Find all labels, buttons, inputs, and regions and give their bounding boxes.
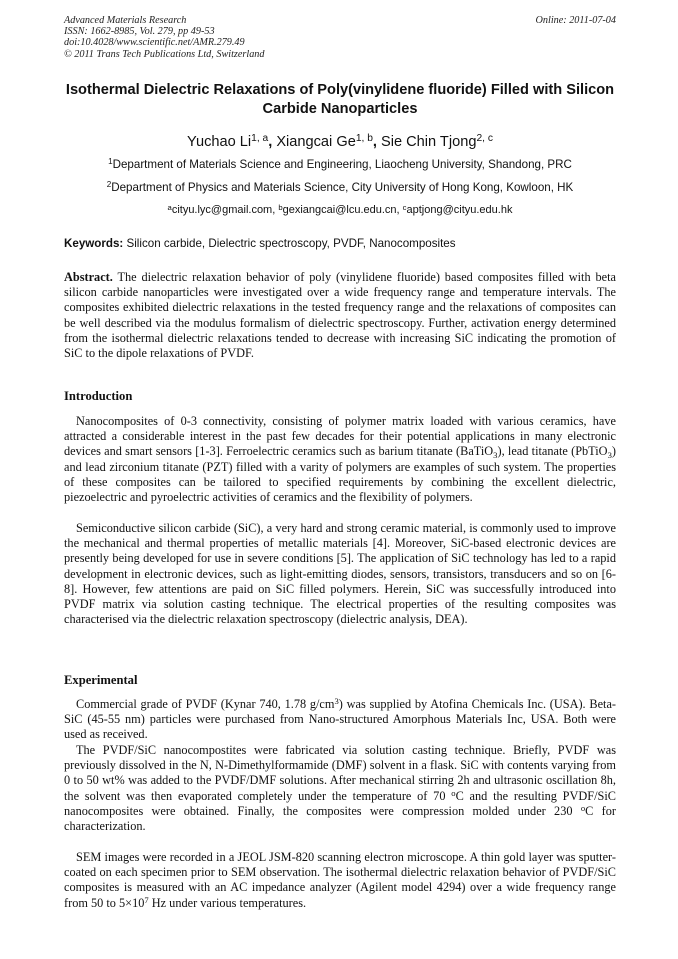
email-address[interactable]: gexiangcai@lcu.edu.cn, [282, 204, 403, 216]
email-address[interactable]: aptjong@cityu.edu.hk [406, 204, 513, 216]
intro-paragraph-2: Semiconductive silicon carbide (SiC), a very hard and strong ceramic material, is commonly used to improve the mechanical and thermal properties of metallic materials [4]. Moreover, SiC-based electronic devices are presently being developed for use in severe conditions [5]. The application of SiC technology has led to a rapid development in electronic devices, such as light-emitting diodes, sensors, transistors, transducers and so on [6-8]. However, few attentions are paid on SiC filled polymers. Herein, SiC was successfully introduced into PVDF matrix via solution casting technique. The electrical properties of the resulting composites was characterised via the dielectric relaxation spectroscopy (dielectric analysis, DEA). [64, 521, 616, 627]
affiliation-number: 1 [108, 157, 113, 167]
abstract-label: Abstract. [64, 270, 113, 284]
affiliation-text: Department of Physics and Materials Science, City University of Hong Kong, Kowloon, HK [111, 181, 574, 194]
affiliation-2 [64, 181, 616, 195]
issn-line: ISSN: 1662-8985, Vol. 279, pp 49-53 [64, 26, 215, 38]
email-address[interactable]: cityu.lyc@gmail.com, [171, 204, 279, 216]
keywords [64, 237, 616, 251]
online-date: Online: 2011-07-04 [535, 15, 616, 26]
intro-paragraph-1: Nanocomposites of 0-3 connectivity, consisting of polymer matrix loaded with various ceramics, have attracted a considerable interest in the past few decades for their potential applications in many electronic devices and smart sensors [1-3]. Ferroelectric ceramics such as barium titanate (BaTiO$_3$), lead titanate (PbTiO$_3$) and lead zirconium titanate (PZT) filled with a varity of polymers are examples of such system. The properties of these composites can be tailored to specified requirements by combining the excellent dielectric, piezoelectric and pyroelectric activities of ceramics and the flexibility of polymers. [64, 414, 616, 505]
experimental-paragraph-2: The PVDF/SiC nanocompostites were fabricated via solution casting technique. Briefly, PVDF was previously dissolved in the N, N-Dimethylformamide (DMF) solvent in a flask. SiC with contents varying from 0 to 50 wt% was added to the PVDF/DMF solutions. After mechanical stirring 2h and ultrasonic oscillation 8h, the solvent was then evaporated completely under the temperature of 70 $^o$C and the resulting PVDF/SiC nanocomposites were obtained. Finally, the composites were compression molded under 230 $^o$C for characterization. [64, 743, 616, 834]
abstract [64, 270, 616, 361]
author-affiliation-marker: 1, b [355, 133, 373, 145]
section-heading-introduction: Introduction [64, 389, 133, 403]
author-affiliation-marker: 2, c [476, 133, 493, 145]
section-heading-experimental: Experimental [64, 673, 138, 687]
keywords-text: Silicon carbide, Dielectric spectroscopy, PVDF, Nanocomposites [123, 237, 456, 250]
running-header [64, 15, 616, 60]
paper-title: Isothermal Dielectric Relaxations of Poly(vinylidene fluoride) Filled with Silicon Carbide Nanoparticles [65, 82, 615, 117]
experimental-paragraph-1: Commercial grade of PVDF (Kynar 740, 1.78 $g/cm^3$) was supplied by Atofina Chemicals Inc. (USA). Beta-SiC (45-55 nm) particles were purchased from Nano-structured Amorphous Materials Inc, USA. Both were used as received. [64, 696, 617, 742]
email-marker: a [167, 202, 172, 212]
abstract-text: The dielectric relaxation behavior of poly (vinylidene fluoride) based composites filled with beta silicon carbide nanoparticles were investigated over a wide frequency range and temperature intervals. The composites exhibited dielectric relaxations in the tested frequency range and the relaxations of composites can be well described via the modulus formalism of dielectric spectroscopy. Further, activation energy determined from the isothermal dielectric relaxations tended to decrease with increasing SiC indicating the promotion of SiC to the dipole relaxations of PVDF. [64, 270, 616, 361]
keywords-label: Keywords: [64, 237, 124, 250]
author-name: Sie Chin Tjong [380, 134, 477, 150]
affiliation-number: 2 [106, 180, 112, 190]
affiliation-text: Department of Materials Science and Engineering, Liaocheng University, Shandong, PRC [112, 158, 572, 171]
author-name: Xiangcai Ge [276, 134, 356, 150]
copyright-line: © 2011 Trans Tech Publications Ltd, Switzerland [64, 48, 265, 60]
email-list [64, 203, 616, 217]
doi-line: doi:10.4028/www.scientific.net/AMR.279.49 [64, 37, 245, 49]
email-marker: c [402, 202, 407, 212]
author-list: Yuchao Li$^{1, a}$, Xiangcai Ge$^{1, b}$, Sie Chin Tjong$^{2, c}$ [187, 133, 493, 150]
experimental-paragraph-3: SEM images were recorded in a JEOL JSM-820 scanning electron microscope. A thin gold layer was sputter-coated on each specimen prior to SEM observation. The isothermal dielectric relaxation behavior of PVDF/SiC composites is measured with an AC impedance analyzer (Agilent model 4294) over a wide frequency range from 50 to $5\times 10^7$ Hz under various temperatures. [64, 850, 616, 910]
author-affiliation-marker: 1, a [251, 133, 269, 145]
journal-name: Advanced Materials Research [64, 15, 187, 26]
email-marker: b [278, 202, 283, 212]
affiliation-1 [64, 158, 616, 172]
author-name: Yuchao Li [187, 134, 252, 150]
